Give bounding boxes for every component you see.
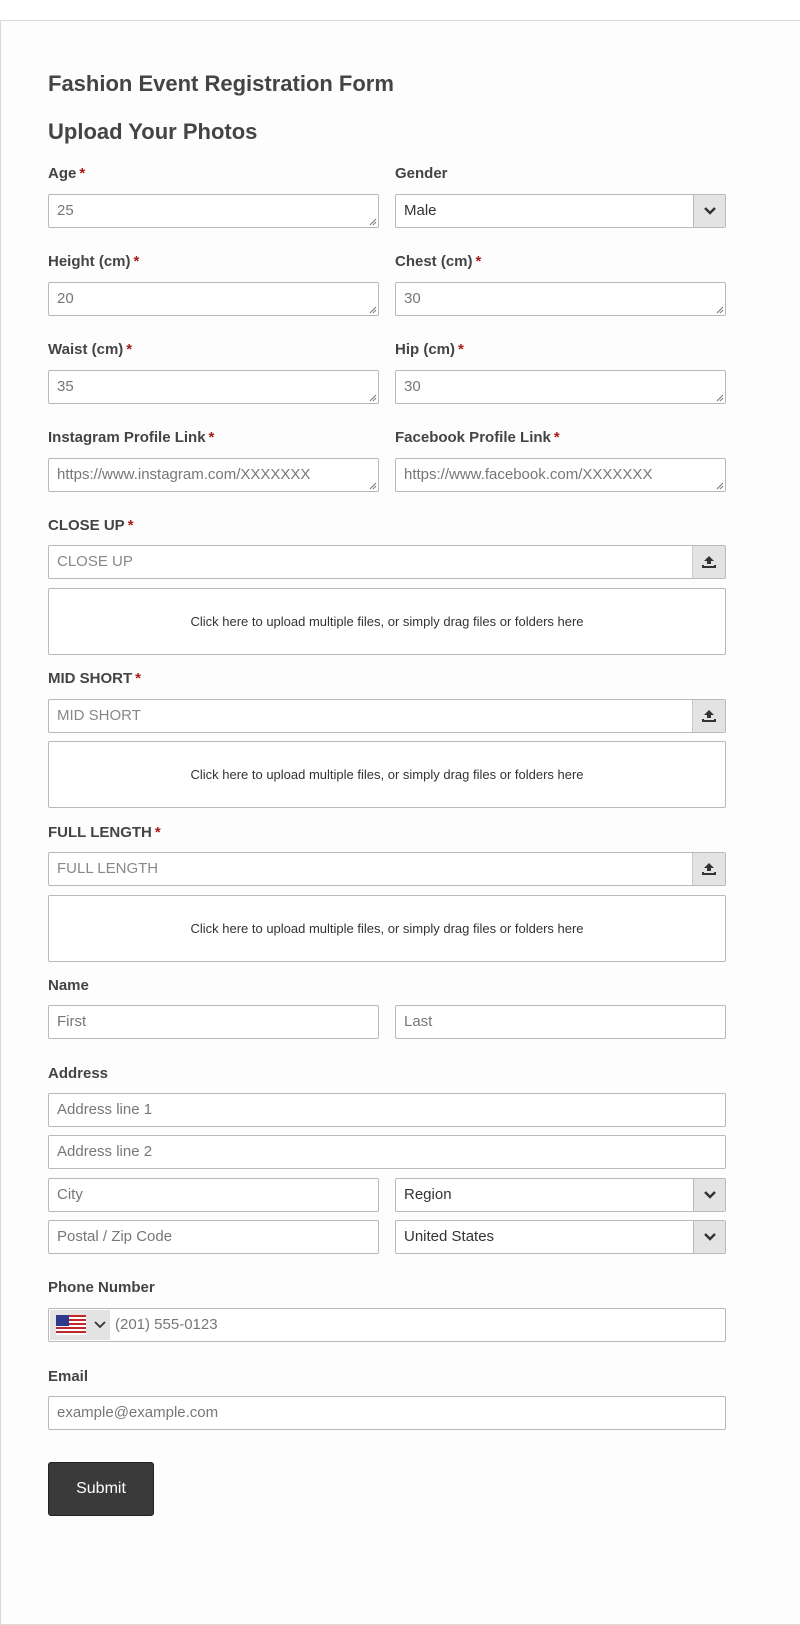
chevron-down-icon — [693, 195, 725, 227]
form-title: Fashion Event Registration Form — [48, 71, 394, 96]
first-name-input[interactable]: First — [48, 1005, 379, 1039]
form-subtitle: Upload Your Photos — [48, 119, 258, 144]
facebook-label: Facebook Profile Link * — [395, 429, 560, 446]
resize-handle-icon[interactable] — [715, 393, 724, 402]
height-label: Height (cm) * — [48, 253, 140, 270]
close-up-label: CLOSE UP * — [48, 517, 134, 534]
name-label: Name — [48, 977, 89, 994]
full-length-file-input[interactable]: FULL LENGTH — [48, 852, 726, 886]
email-input[interactable]: example@example.com — [48, 1396, 726, 1430]
mid-short-file-input[interactable]: MID SHORT — [48, 699, 726, 733]
age-input[interactable]: 25 — [48, 194, 379, 228]
full-length-label: FULL LENGTH * — [48, 824, 161, 841]
address-line2-input[interactable]: Address line 2 — [48, 1135, 726, 1169]
facebook-input[interactable]: https://www.facebook.com/XXXXXXX — [395, 458, 726, 492]
resize-handle-icon[interactable] — [368, 305, 377, 314]
last-name-input[interactable]: Last — [395, 1005, 726, 1039]
zip-input[interactable]: Postal / Zip Code — [48, 1220, 379, 1254]
mid-short-label: MID SHORT * — [48, 670, 142, 687]
instagram-input[interactable]: https://www.instagram.com/XXXXXXX — [48, 458, 379, 492]
resize-handle-icon[interactable] — [715, 481, 724, 490]
age-label: Age * — [48, 165, 86, 182]
gender-label: Gender — [395, 165, 448, 182]
resize-handle-icon[interactable] — [368, 481, 377, 490]
chevron-down-icon — [693, 1179, 725, 1211]
us-flag-icon — [56, 1315, 86, 1335]
country-select[interactable]: United States — [395, 1220, 726, 1254]
upload-icon[interactable] — [692, 546, 725, 578]
chevron-down-icon — [94, 1321, 106, 1329]
hip-label: Hip (cm) * — [395, 341, 464, 358]
gender-select[interactable]: Male — [395, 194, 726, 228]
mid-short-dropzone[interactable]: Click here to upload multiple files, or simply drag files or folders here — [48, 741, 726, 808]
chest-input[interactable]: 30 — [395, 282, 726, 316]
close-up-file-input[interactable]: CLOSE UP — [48, 545, 726, 579]
resize-handle-icon[interactable] — [368, 393, 377, 402]
height-input[interactable]: 20 — [48, 282, 379, 316]
chevron-down-icon — [693, 1221, 725, 1253]
full-length-dropzone[interactable]: Click here to upload multiple files, or simply drag files or folders here — [48, 895, 726, 962]
hip-input[interactable]: 30 — [395, 370, 726, 404]
country-code-dropdown[interactable] — [50, 1310, 110, 1340]
upload-icon[interactable] — [692, 700, 725, 732]
waist-input[interactable]: 35 — [48, 370, 379, 404]
email-label: Email — [48, 1368, 89, 1385]
region-select[interactable]: Region — [395, 1178, 726, 1212]
submit-button[interactable]: Submit — [48, 1462, 154, 1516]
city-input[interactable]: City — [48, 1178, 379, 1212]
address-label: Address — [48, 1065, 109, 1082]
upload-icon[interactable] — [692, 853, 725, 885]
instagram-label: Instagram Profile Link * — [48, 429, 215, 446]
close-up-dropzone[interactable]: Click here to upload multiple files, or simply drag files or folders here — [48, 588, 726, 655]
registration-form — [0, 20, 800, 1625]
phone-input[interactable]: (201) 555-0123 — [48, 1308, 726, 1342]
waist-label: Waist (cm) * — [48, 341, 133, 358]
resize-handle-icon[interactable] — [368, 217, 377, 226]
chest-label: Chest (cm) * — [395, 253, 482, 270]
address-line1-input[interactable]: Address line 1 — [48, 1093, 726, 1127]
resize-handle-icon[interactable] — [715, 305, 724, 314]
phone-label: Phone Number — [48, 1279, 155, 1296]
